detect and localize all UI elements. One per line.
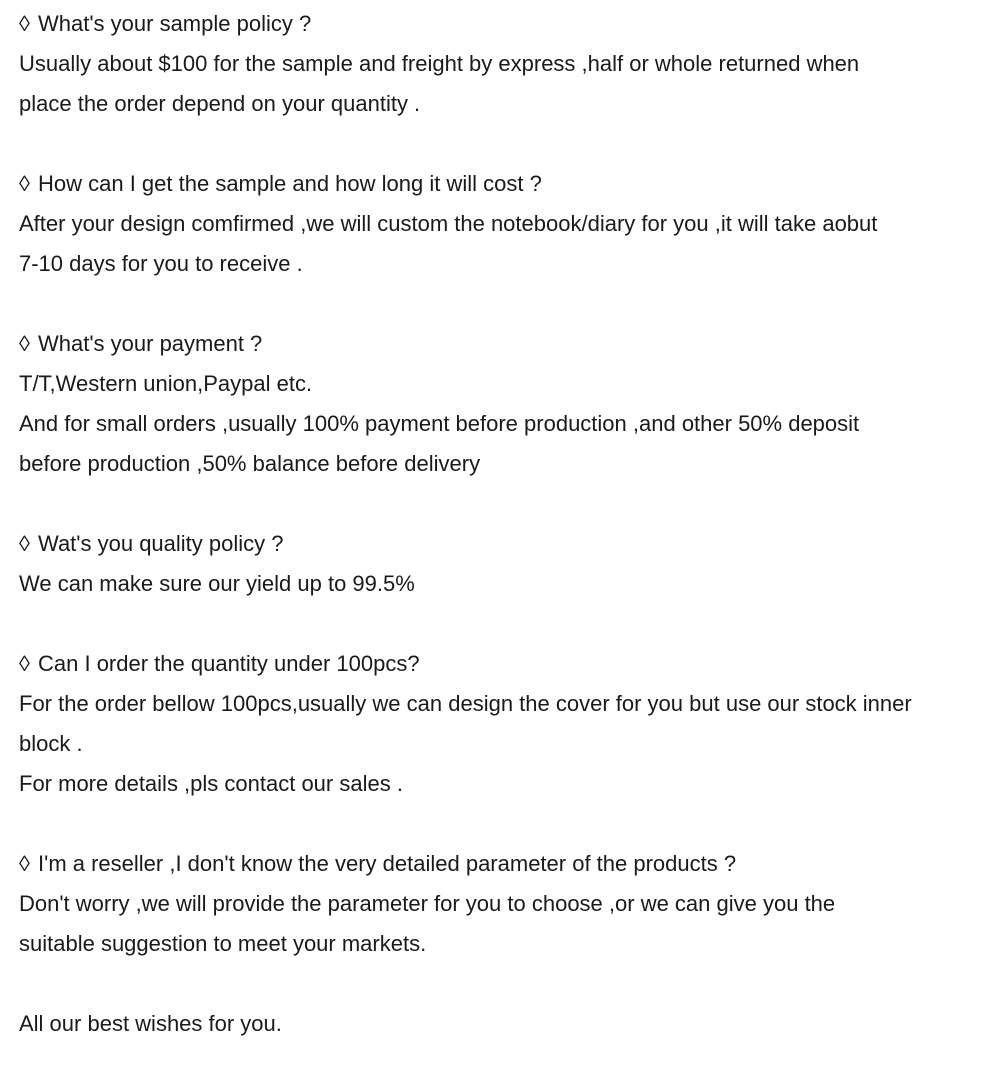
faq-question bbox=[19, 644, 994, 684]
faq-answer-line: before production ,50% balance before delivery bbox=[19, 451, 481, 476]
faq-answer-line: After your design comfirmed ,we will custom the notebook/diary for you ,it will take aobut bbox=[19, 211, 878, 236]
faq-question-text: Wat's you quality policy ? bbox=[38, 531, 284, 556]
faq-item bbox=[19, 524, 994, 604]
faq-item bbox=[19, 164, 994, 284]
faq-answer-line: suitable suggestion to meet your markets. bbox=[19, 931, 427, 956]
faq-question-text: I'm a reseller ,I don't know the very detailed parameter of the products ? bbox=[38, 851, 737, 876]
faq-question bbox=[19, 324, 994, 364]
faq-answer-line: block . bbox=[19, 731, 83, 756]
diamond-bullet-icon: ◊ bbox=[19, 171, 30, 196]
diamond-bullet-icon: ◊ bbox=[19, 331, 30, 356]
faq-question bbox=[19, 4, 994, 44]
diamond-bullet-icon: ◊ bbox=[19, 851, 30, 876]
diamond-bullet-icon: ◊ bbox=[19, 11, 30, 36]
faq-answer-line: Don't worry ,we will provide the parameter for you to choose ,or we can give you the bbox=[19, 891, 836, 916]
faq-question-text: What's your payment ? bbox=[38, 331, 263, 356]
faq-answer-line: place the order depend on your quantity . bbox=[19, 91, 421, 116]
faq-item bbox=[19, 324, 994, 484]
diamond-bullet-icon: ◊ bbox=[19, 651, 30, 676]
faq-item bbox=[19, 644, 994, 804]
faq-question-text: How can I get the sample and how long it will cost ? bbox=[38, 171, 542, 196]
faq-answer-line: For more details ,pls contact our sales . bbox=[19, 771, 403, 796]
faq-answer-line: We can make sure our yield up to 99.5% bbox=[19, 571, 415, 596]
faq-question-text: Can I order the quantity under 100pcs? bbox=[38, 651, 420, 676]
faq-answer-line: For the order bellow 100pcs,usually we can design the cover for you but use our stock inner bbox=[19, 691, 912, 716]
faq-question-text: What's your sample policy ? bbox=[38, 11, 312, 36]
diamond-bullet-icon: ◊ bbox=[19, 531, 30, 556]
faq-question bbox=[19, 524, 994, 564]
faq-item bbox=[19, 844, 994, 964]
faq-item bbox=[19, 4, 994, 124]
faq-question bbox=[19, 844, 994, 884]
faq-question bbox=[19, 164, 994, 204]
faq-answer-line: T/T,Western union,Paypal etc. bbox=[19, 371, 313, 396]
faq-answer-line: 7-10 days for you to receive . bbox=[19, 251, 303, 276]
faq-answer-line: Usually about $100 for the sample and freight by express ,half or whole returned when bbox=[19, 51, 860, 76]
faq-answer-line: And for small orders ,usually 100% payment before production ,and other 50% deposit bbox=[19, 411, 860, 436]
faq-document bbox=[19, 4, 994, 1044]
closing-text: All our best wishes for you. bbox=[19, 1011, 282, 1036]
